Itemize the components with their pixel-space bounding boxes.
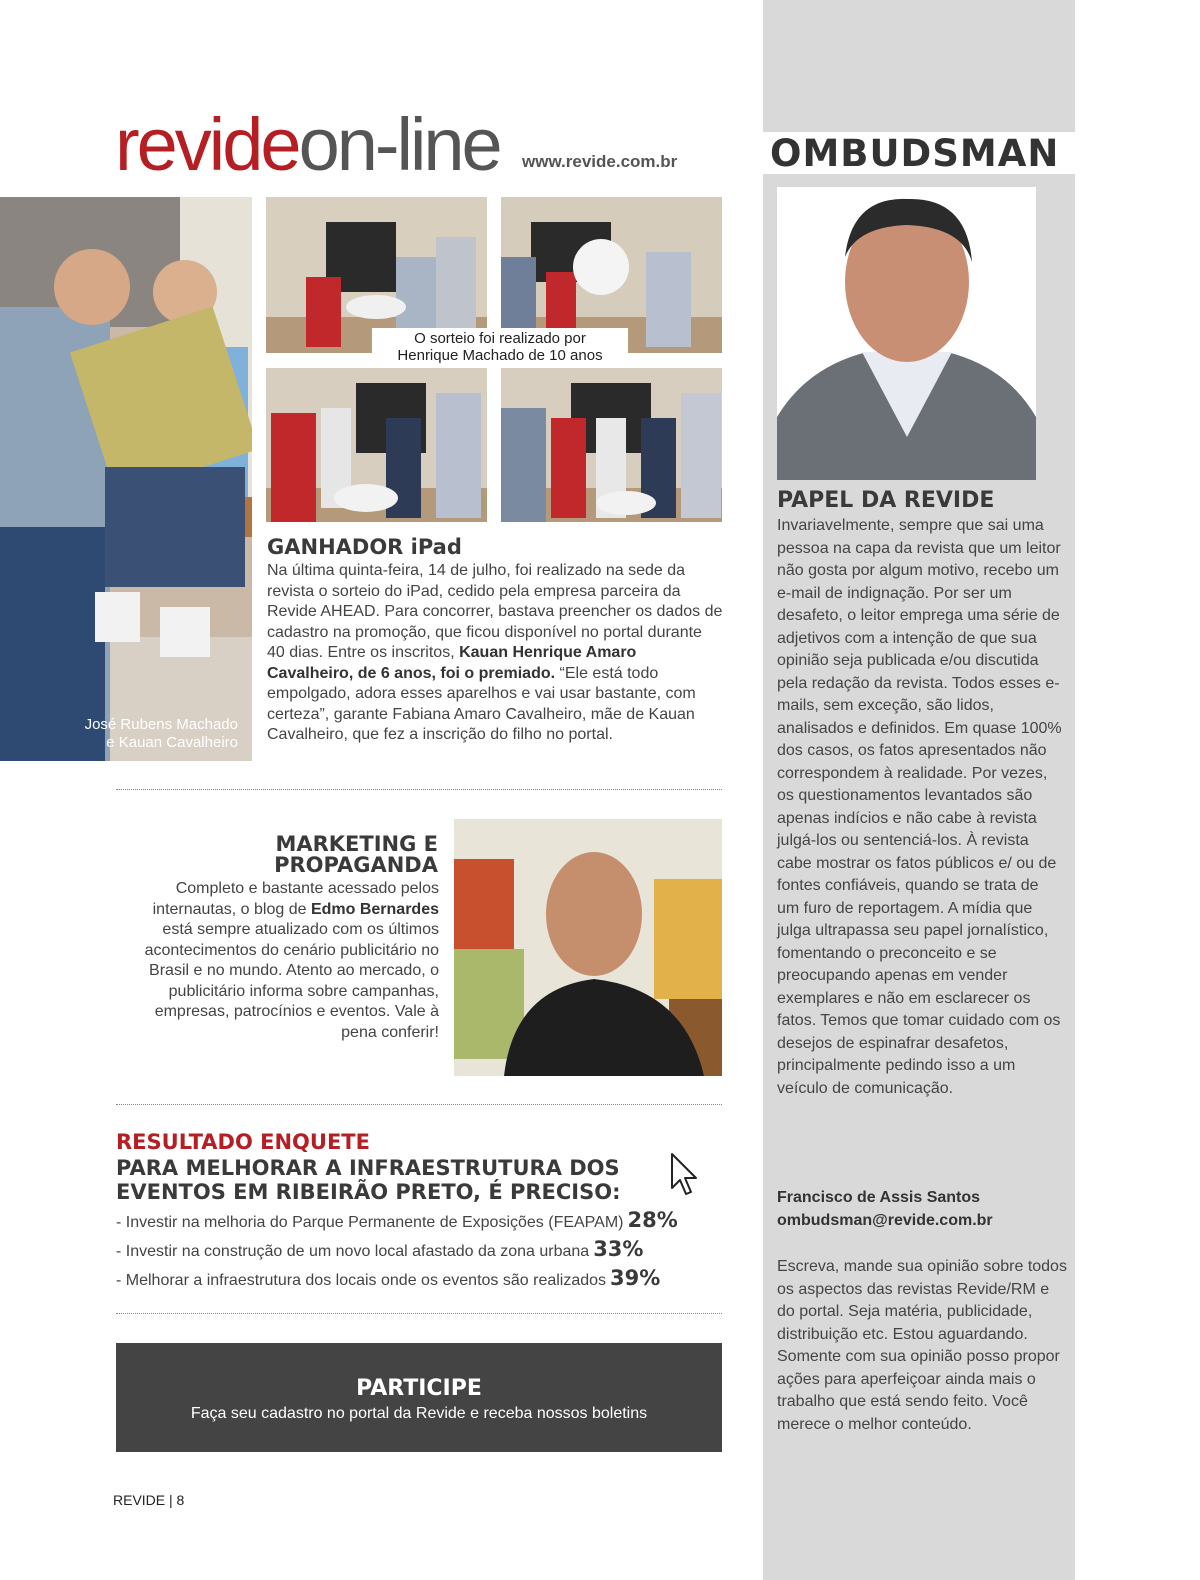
ombudsman-author: Francisco de Assis Santos bbox=[777, 1189, 981, 1206]
ombudsman-heading: PAPEL DA REVIDE bbox=[777, 488, 995, 513]
poll-result-percent: 33% bbox=[593, 1237, 644, 1261]
winner-photo-caption bbox=[60, 716, 238, 752]
ombudsman-email-link[interactable]: ombudsman@revide.com.br bbox=[777, 1211, 993, 1229]
draw-caption-line2: Henrique Machado de 10 anos bbox=[397, 347, 603, 364]
ombudsman-signature bbox=[777, 1187, 1065, 1232]
marketing-heading-line2: PROPAGANDA bbox=[274, 853, 438, 877]
marketing-heading-line1: MARKETING E bbox=[275, 832, 438, 856]
poll-question bbox=[116, 1156, 621, 1204]
divider-2 bbox=[116, 1104, 722, 1105]
poll-result-item bbox=[116, 1237, 678, 1266]
poll-label: RESULTADO ENQUETE bbox=[116, 1130, 370, 1154]
ipad-heading: GANHADOR iPad bbox=[267, 535, 462, 559]
ombudsman-portrait bbox=[777, 187, 1036, 480]
ipad-article-text bbox=[267, 561, 723, 746]
page-footer: REVIDE | 8 bbox=[113, 1492, 185, 1508]
divider-1 bbox=[116, 789, 722, 790]
participe-banner[interactable] bbox=[116, 1343, 722, 1452]
ipad-text-bold: Kauan Henrique Amaro Cavalheiro, de 6 anos, foi o premiado. bbox=[267, 644, 637, 682]
participe-title: PARTICIPE bbox=[356, 1376, 482, 1401]
ombudsman-title: OMBUDSMAN bbox=[770, 132, 1060, 175]
ipad-text-part1: Na última quinta-feira, 14 de julho, foi realizado na sede da revista o sorteio do iPad, cedido pela empresa parceira da Revide AHEAD. Para concorrer, bastava preencher os dados de cadastro na promoção, que ficou disponível no portal durante 40 dias. Entre os inscritos, bbox=[267, 562, 723, 661]
edmo-bernardes-photo bbox=[454, 819, 722, 1076]
marketing-text-part1: Completo e bastante acessado pelos internautas, o blog de bbox=[152, 880, 439, 918]
ombudsman-article-text: Invariavelmente, sempre que sai uma pessoa na capa da revista que um leitor não gosta por algum motivo, recebo um e-mail de indignação. Por ser um desafeto, o leitor emprega uma série de adjetivos com a intenção de que sua opinião seja publicada e/ou discutida pela redação da revista. Todos esses e-mails, sem exceção, são lidos, analisados e definidos. Em quase 100% dos casos, os fatos apresentados não correspondem à realidade. Por vezes, os questionamentos levantados são apenas indícios e não cabe à revista julgá-los ou sentenciá-los. À revista cabe mostrar os fatos públicos e/ ou de fontes confiáveis, quando se trata de um furo de reportagem. A mídia que julga ultrapassa seu papel jornalístico, fomentando o preconceito e se preocupando apenas em vender exemplares e não em esclarecer os fatos. Temos que tomar cuidado com os desejos de espinafrar desafetos, principalmente pedindo isso a um veículo de comunicação. bbox=[777, 517, 1062, 1097]
draw-photo-4 bbox=[501, 368, 722, 522]
poll-result-percent: 28% bbox=[627, 1208, 678, 1232]
divider-3 bbox=[116, 1313, 722, 1314]
poll-question-line2: EVENTOS EM RIBEIRÃO PRETO, É PRECISO: bbox=[116, 1180, 621, 1204]
marketing-text-bold: Edmo Bernardes bbox=[310, 900, 439, 918]
winner-caption-line1: José Rubens Machado bbox=[84, 716, 238, 733]
winner-photo bbox=[0, 197, 252, 761]
poll-result-percent: 39% bbox=[610, 1266, 661, 1290]
draw-photo-3 bbox=[266, 368, 487, 522]
ombudsman-closing-text: Escreva, mande sua opinião sobre todos os aspectos das revistas Revide/RM e do portal. Seja matéria, publicidade, distribuição etc. Estou aguardando. Somente com sua opinião posso propor ações para aperfeiçoar ainda mais o trabalho que está sendo feito. Você merece o melhor conteúdo. bbox=[777, 1258, 1067, 1433]
poll-result-text: - Investir na construção de um novo local afastado da zona urbana bbox=[116, 1243, 590, 1260]
poll-result-text: - Melhorar a infraestrutura dos locais onde os eventos são realizados bbox=[116, 1272, 607, 1289]
poll-result-item bbox=[116, 1208, 678, 1237]
participe-subtitle: Faça seu cadastro no portal da Revide e receba nossos boletins bbox=[190, 1405, 648, 1422]
masthead-url[interactable]: www.revide.com.br bbox=[522, 152, 678, 171]
marketing-text-part2: está sempre atualizado com os últimos acontecimentos do cenário publicitário no Brasil e no mundo. Atento ao mercado, o publicitário informa sobre campanhas, empresas, patrocínios e eventos. Vale à pena conferir! bbox=[144, 921, 439, 1041]
poll-result-text: - Investir na melhoria do Parque Permanente de Exposições (FEAPAM) bbox=[116, 1214, 624, 1231]
marketing-heading bbox=[200, 834, 438, 876]
poll-question-line1: PARA MELHORAR A INFRAESTRUTURA DOS bbox=[116, 1156, 620, 1180]
poll-result-item bbox=[116, 1266, 678, 1295]
marketing-article-text bbox=[128, 879, 439, 1043]
masthead-logo bbox=[115, 103, 500, 186]
draw-caption-line1: O sorteio foi realizado por bbox=[414, 330, 586, 347]
draw-photo-caption bbox=[372, 328, 628, 366]
ipad-text-part2: “Ele está todo empolgado, adora esses aparelhos e vai usar bastante, com certeza”, garante Fabiana Amaro Cavalheiro, mãe de Kauan Cavalheiro, que fez a inscrição do filho no portal. bbox=[267, 664, 696, 743]
masthead-online: on-line bbox=[298, 103, 500, 186]
winner-caption-line2: e Kauan Cavalheiro bbox=[106, 734, 238, 751]
mouse-pointer-icon bbox=[670, 1152, 700, 1203]
poll-results bbox=[116, 1208, 678, 1295]
masthead-revide: revide bbox=[115, 103, 299, 186]
